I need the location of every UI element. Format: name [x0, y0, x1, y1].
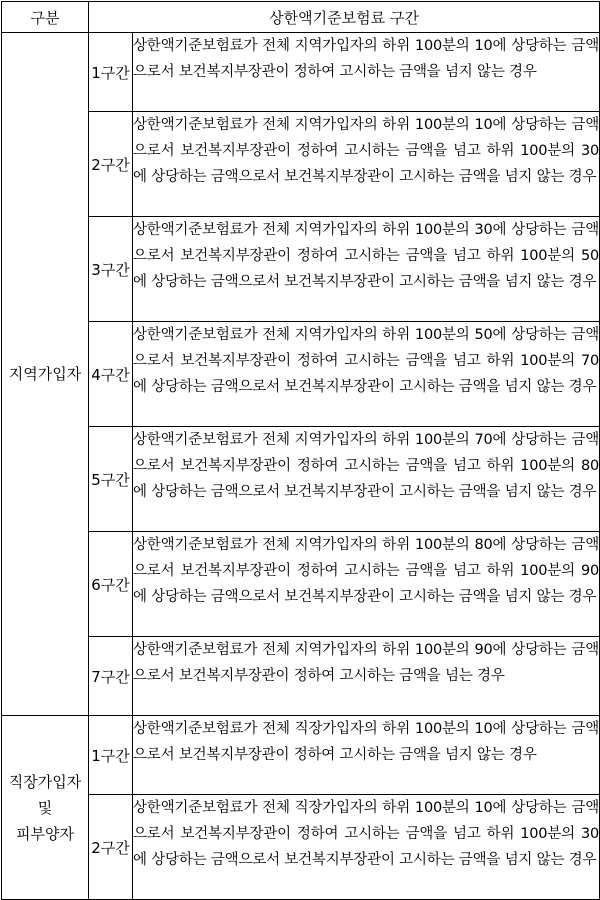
section-description: 상한액기준보험료가 전체 직장가입자의 하위 100분의 10에 상당하는 금액으로서 보건복지부장관이 정하여 고시하는 금액을 넘지 않는 경우 [133, 716, 600, 795]
section-label: 1구간 [89, 33, 133, 112]
section-label: 4구간 [89, 322, 133, 427]
section-label: 5구간 [89, 427, 133, 532]
section-label: 2구간 [89, 795, 133, 900]
group-label-line: 직장가입자 [8, 772, 82, 791]
section-description: 상한액기준보험료가 전체 지역가입자의 하위 100분의 80에 상당하는 금액으로서 보건복지부장관이 정하여 고시하는 금액을 넘고 하위 100분의 90에 상당하는 금액으로서 보건복지부장관이 고시하는 금액을 넘지 않는 경우 [133, 532, 600, 637]
section-description: 상한액기준보험료가 전체 지역가입자의 하위 100분의 30에 상당하는 금액으로서 보건복지부장관이 정하여 고시하는 금액을 넘고 하위 100분의 50에 상당하는 금액으로서 보건복지부장관이 고시하는 금액을 넘지 않는 경우 [133, 217, 600, 322]
section-description: 상한액기준보험료가 전체 지역가입자의 하위 100분의 70에 상당하는 금액으로서 보건복지부장관이 정하여 고시하는 금액을 넘고 하위 100분의 80에 상당하는 금액으로서 보건복지부장관이 고시하는 금액을 넘지 않는 경우 [133, 427, 600, 532]
table-row [2, 716, 600, 795]
section-label: 1구간 [89, 716, 133, 795]
table-row [2, 217, 600, 322]
table-row [2, 532, 600, 637]
section-description: 상한액기준보험료가 전체 지역가입자의 하위 100분의 50에 상당하는 금액으로서 보건복지부장관이 정하여 고시하는 금액을 넘고 하위 100분의 70에 상당하는 금액으로서 보건복지부장관이 고시하는 금액을 넘지 않는 경우 [133, 322, 600, 427]
section-description: 상한액기준보험료가 전체 지역가입자의 하위 100분의 10에 상당하는 금액으로서 보건복지부장관이 정하여 고시하는 금액을 넘지 않는 경우 [133, 33, 600, 112]
header-bracket: 상한액기준보험료 구간 [89, 2, 600, 33]
table-row [2, 33, 600, 112]
table-row [2, 637, 600, 716]
section-label: 7구간 [89, 637, 133, 716]
section-description: 상한액기준보험료가 전체 직장가입자의 하위 100분의 10에 상당하는 금액으로서 보건복지부장관이 정하여 고시하는 금액을 넘고 하위 100분의 30에 상당하는 금액으로서 보건복지부장관이 고시하는 금액을 넘지 않는 경우 [133, 795, 600, 900]
table-row [2, 112, 600, 217]
premium-bracket-table [1, 1, 600, 900]
group-label-employee [2, 716, 89, 900]
table-row [2, 427, 600, 532]
section-label: 3구간 [89, 217, 133, 322]
header-category: 구분 [2, 2, 89, 33]
section-description: 상한액기준보험료가 전체 지역가입자의 하위 100분의 90에 상당하는 금액으로서 보건복지부장관이 정하여 고시하는 금액을 넘는 경우 [133, 637, 600, 716]
table-row [2, 322, 600, 427]
group-label-line: 및 [37, 798, 53, 817]
group-label-regional: 지역가입자 [2, 33, 89, 716]
section-label: 6구간 [89, 532, 133, 637]
section-description: 상한액기준보험료가 전체 지역가입자의 하위 100분의 10에 상당하는 금액으로서 보건복지부장관이 정하여 고시하는 금액을 넘고 하위 100분의 30에 상당하는 금액으로서 보건복지부장관이 고시하는 금액을 넘지 않는 경우 [133, 112, 600, 217]
group-label-line: 피부양자 [16, 824, 74, 843]
section-label: 2구간 [89, 112, 133, 217]
